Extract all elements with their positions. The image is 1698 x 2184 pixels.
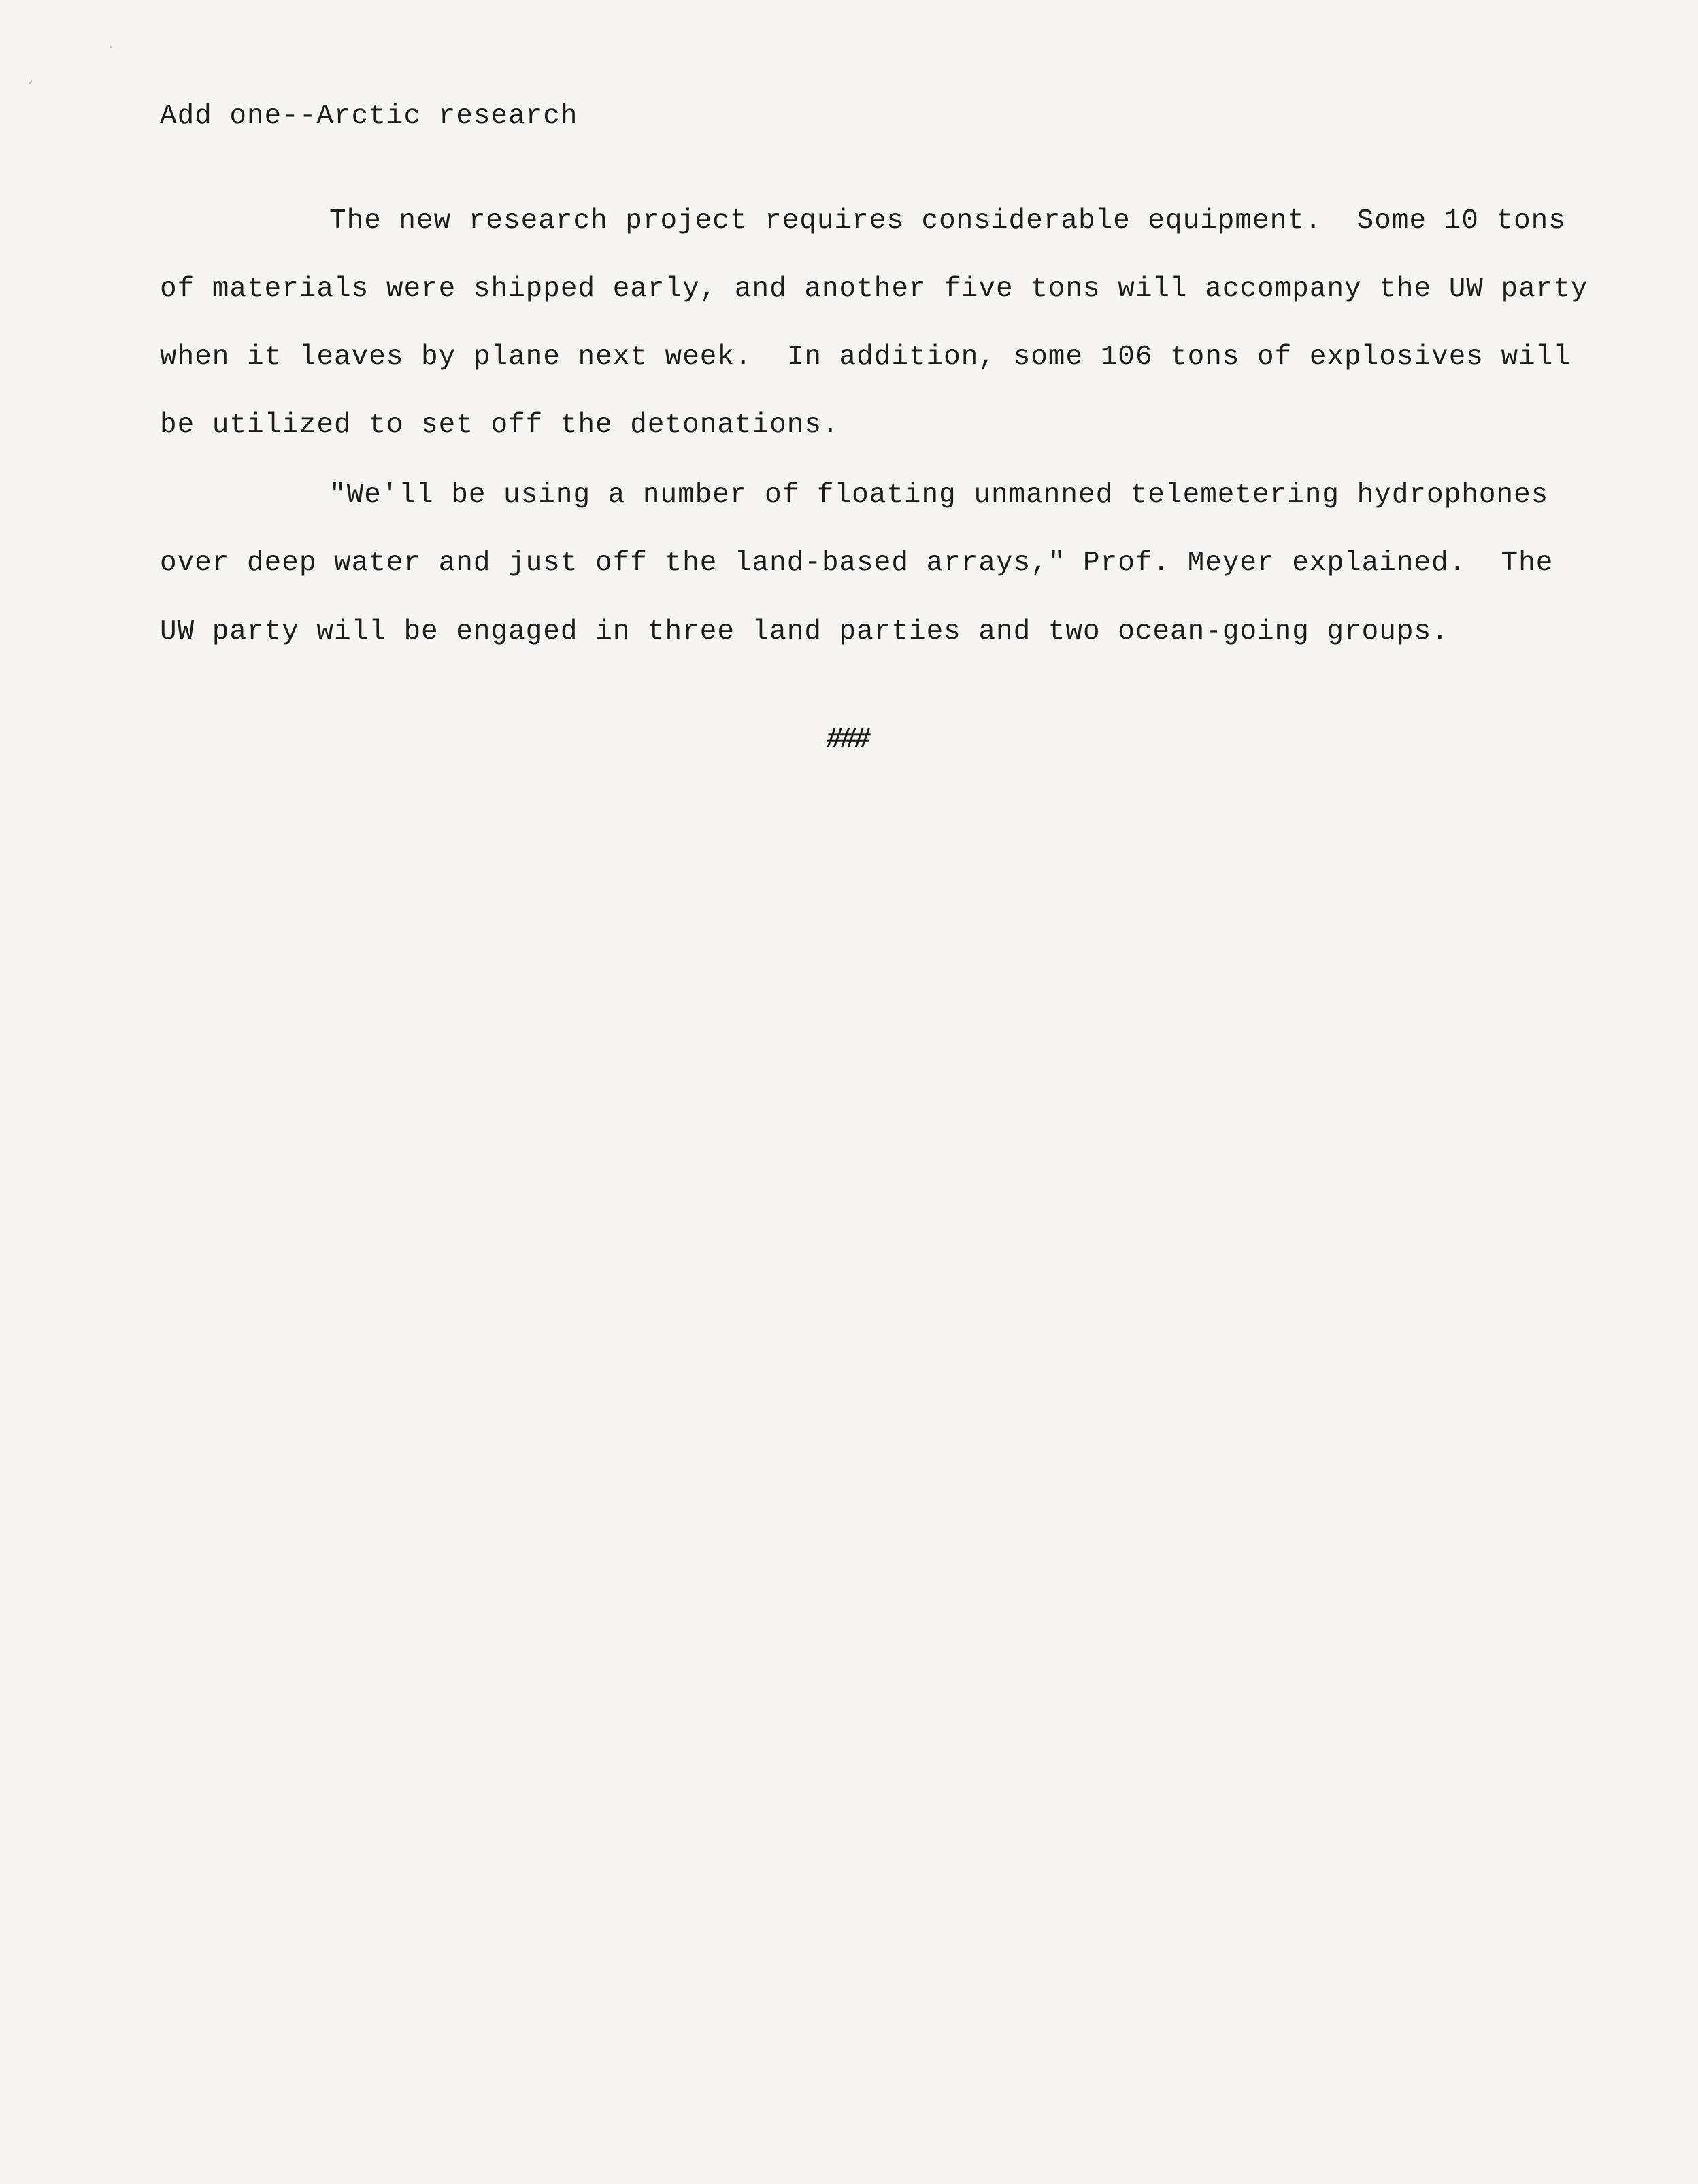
- paragraph-1-line: be utilized to set off the detonations.: [160, 409, 839, 441]
- paragraph-1-line: of materials were shipped early, and another five tons will accompany the UW party: [160, 273, 1588, 305]
- paragraph-2-line: UW party will be engaged in three land parties and two ocean-going groups.: [160, 616, 1449, 648]
- paragraph-1-line: The new research project requires considerable equipment. Some 10 tons: [329, 205, 1566, 237]
- page-heading: Add one--Arctic research: [160, 101, 578, 132]
- paper-speck: [109, 45, 113, 48]
- paragraph-1-line: when it leaves by plane next week. In addition, some 106 tons of explosives will: [160, 341, 1571, 373]
- paragraph-2-line: over deep water and just off the land-based arrays," Prof. Meyer explained. The: [160, 548, 1554, 579]
- end-mark: ###: [823, 724, 871, 756]
- paragraph-2-line: "We'll be using a number of floating unmanned telemetering hydrophones: [329, 480, 1549, 511]
- paper-speck: [29, 80, 32, 84]
